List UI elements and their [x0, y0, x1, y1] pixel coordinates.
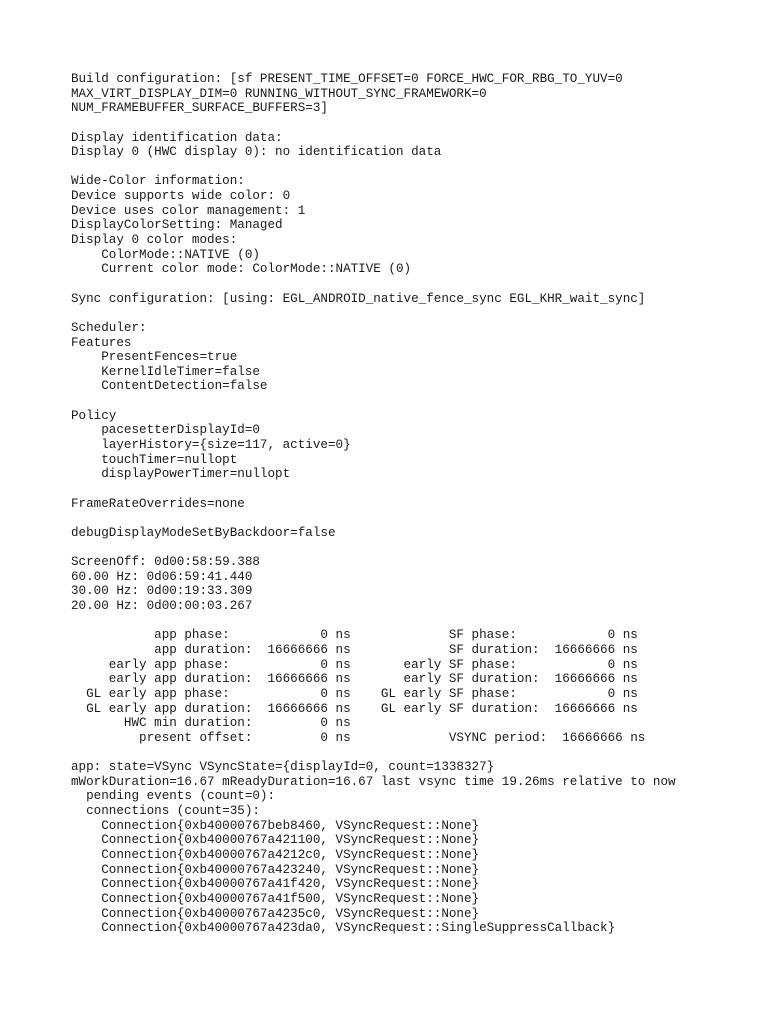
- output-line: Connection{0xb40000767a4235c0, VSyncRequest::None}: [71, 906, 480, 921]
- output-line: HWC min duration: 0 ns: [71, 716, 351, 731]
- output-line: app duration: 16666666 ns SF duration: 16666666 ns: [71, 642, 638, 657]
- output-line: 60.00 Hz: 0d06:59:41.440: [71, 569, 253, 584]
- output-line: [71, 482, 676, 497]
- output-line: pacesetterDisplayId=0: [71, 423, 260, 438]
- output-line: GL early app phase: 0 ns GL early SF phase: 0 ns: [71, 686, 638, 701]
- output-line: PresentFences=true: [71, 350, 238, 365]
- output-line: GL early app duration: 16666666 ns GL early SF duration: 16666666 ns: [71, 701, 638, 716]
- output-line: Build configuration: [sf PRESENT_TIME_OFFSET=0 FORCE_HWC_FOR_RBG_TO_YUV=0: [71, 72, 623, 86]
- output-line: Connection{0xb40000767a423da0, VSyncRequest::SingleSuppressCallback}: [71, 921, 616, 936]
- output-line: 30.00 Hz: 0d00:19:33.309: [71, 584, 253, 599]
- output-line: Display identification data:: [71, 130, 283, 145]
- output-line: KernelIdleTimer=false: [71, 364, 260, 379]
- output-line: connections (count=35):: [71, 804, 260, 819]
- output-line: Connection{0xb40000767a4212c0, VSyncRequest::None}: [71, 847, 480, 862]
- output-line: Policy: [71, 408, 117, 423]
- output-line: MAX_VIRT_DISPLAY_DIM=0 RUNNING_WITHOUT_SYNC_FRAMEWORK=0: [71, 86, 487, 101]
- output-line: present offset: 0 ns VSYNC period: 16666666 ns: [71, 730, 646, 745]
- output-line: displayPowerTimer=nullopt: [71, 467, 291, 482]
- output-line: [71, 511, 676, 526]
- output-line: [71, 394, 676, 409]
- output-line: Display 0 color modes:: [71, 233, 238, 248]
- output-line: pending events (count=0):: [71, 789, 276, 804]
- output-line: 20.00 Hz: 0d00:00:03.267: [71, 599, 253, 614]
- output-line: app phase: 0 ns SF phase: 0 ns: [71, 628, 638, 643]
- output-line: ScreenOff: 0d00:58:59.388: [71, 555, 260, 570]
- output-line: [71, 745, 676, 760]
- output-line: Device supports wide color: 0: [71, 189, 291, 204]
- output-line: mWorkDuration=16.67 mReadyDuration=16.67 last vsync time 19.26ms relative to now: [71, 774, 676, 789]
- output-line: [71, 541, 676, 556]
- output-line: [71, 614, 676, 629]
- output-line: ContentDetection=false: [71, 379, 268, 394]
- output-line: app: state=VSync VSyncState={displayId=0, count=1338327}: [71, 760, 495, 775]
- output-line: early app phase: 0 ns early SF phase: 0 ns: [71, 657, 638, 672]
- output-line: [71, 160, 676, 175]
- output-line: [71, 306, 676, 321]
- output-line: Device uses color management: 1: [71, 203, 306, 218]
- output-line: touchTimer=nullopt: [71, 452, 238, 467]
- output-line: Current color mode: ColorMode::NATIVE (0): [71, 262, 412, 277]
- output-line: DisplayColorSetting: Managed: [71, 218, 283, 233]
- output-line: Connection{0xb40000767a41f420, VSyncRequest::None}: [71, 877, 480, 892]
- output-line: FrameRateOverrides=none: [71, 496, 245, 511]
- output-line: ColorMode::NATIVE (0): [71, 247, 260, 262]
- output-line: debugDisplayModeSetByBackdoor=false: [71, 525, 336, 540]
- output-line: Wide-Color information:: [71, 174, 245, 189]
- output-line: Scheduler:: [71, 320, 147, 335]
- output-line: [71, 936, 676, 951]
- output-line: Sync configuration: [using: EGL_ANDROID_native_fence_sync EGL_KHR_wait_sync]: [71, 291, 646, 306]
- output-line: Connection{0xb40000767a423240, VSyncRequest::None}: [71, 862, 480, 877]
- output-line: Connection{0xb40000767a41f500, VSyncRequest::None}: [71, 891, 480, 906]
- output-line: NUM_FRAMEBUFFER_SURFACE_BUFFERS=3]: [71, 101, 328, 116]
- terminal-output: [71, 72, 676, 950]
- output-line: Connection{0xb40000767a421100, VSyncRequest::None}: [71, 833, 480, 848]
- output-line: early app duration: 16666666 ns early SF duration: 16666666 ns: [71, 672, 638, 687]
- output-line: Display 0 (HWC display 0): no identification data: [71, 145, 442, 160]
- output-line: Features: [71, 335, 132, 350]
- output-line: Connection{0xb40000767beb8460, VSyncRequest::None}: [71, 818, 480, 833]
- output-line: [71, 116, 676, 131]
- output-line: [71, 277, 676, 292]
- output-line: layerHistory={size=117, active=0}: [71, 438, 351, 453]
